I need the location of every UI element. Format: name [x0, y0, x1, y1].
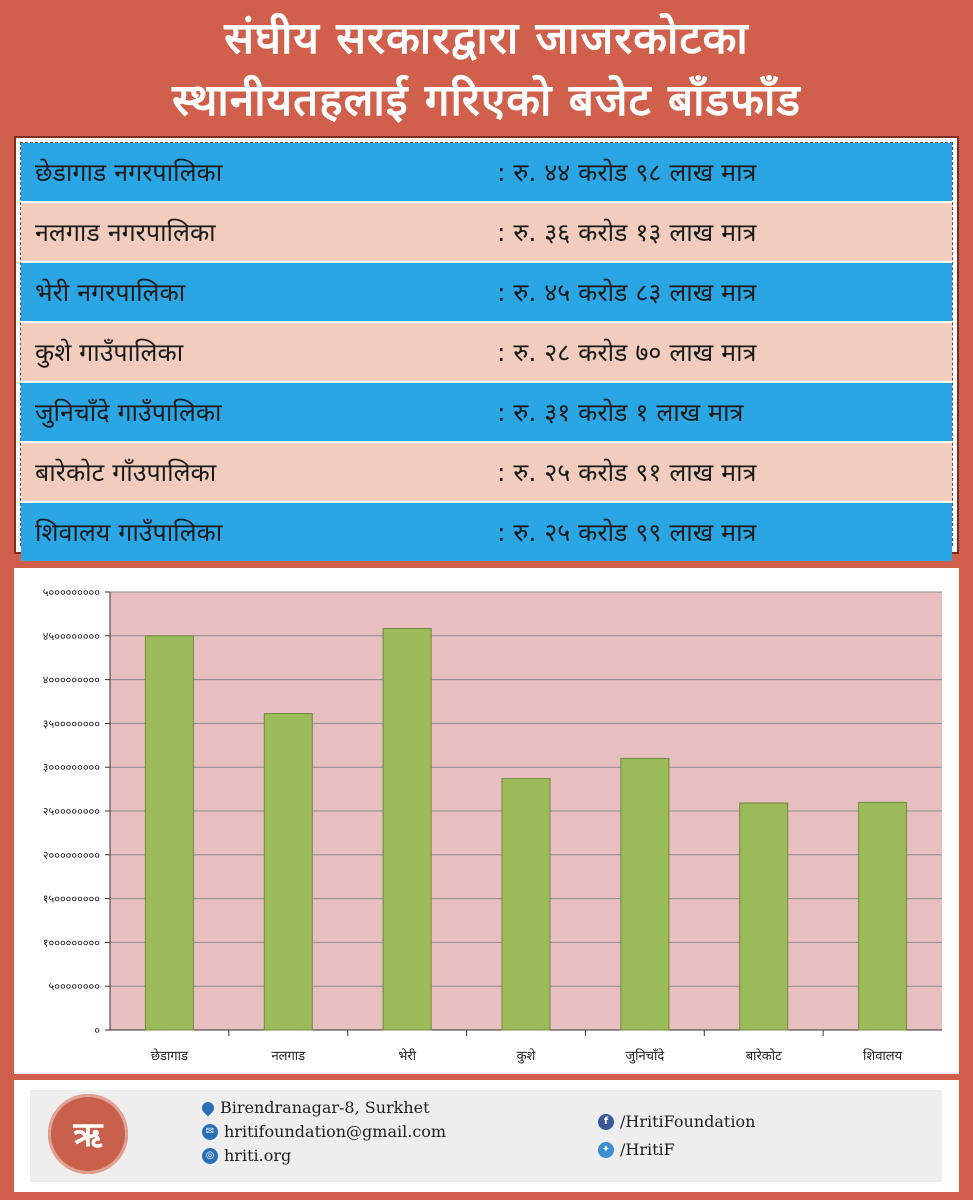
bar: [264, 714, 312, 1030]
municipality-name: शिवालय गाउँपालिका: [35, 518, 223, 547]
location-pin-icon: [200, 1099, 217, 1116]
twitter-icon: ✦: [598, 1142, 614, 1158]
y-tick-label: १५००००००००: [42, 892, 100, 906]
x-tick-label: बारेकोट: [745, 1049, 782, 1064]
budget-amount: : रु. ४४ करोड ९८ लाख मात्र: [497, 158, 757, 187]
municipality-name: कुशे गाउँपालिका: [35, 338, 184, 367]
y-tick-label: ४०००००००००: [42, 673, 100, 687]
budget-amount: : रु. ३६ करोड १३ लाख मात्र: [497, 218, 757, 247]
budget-bar-chart: [14, 568, 959, 1074]
municipality-name: जुनिचाँदे गाउँपालिका: [35, 398, 222, 427]
website-item[interactable]: [202, 1146, 291, 1165]
bar: [383, 629, 431, 1030]
bar: [502, 779, 550, 1030]
table-row: [21, 323, 952, 381]
table-row: [21, 503, 952, 561]
y-tick-label: २५००००००००: [42, 805, 100, 818]
x-tick-label: जुनिचाँदे: [625, 1049, 665, 1064]
table-row: [21, 443, 952, 501]
footer: [14, 1080, 959, 1192]
page-title: [0, 8, 973, 132]
budget-amount: : रु. ४५ करोड ८३ लाख मात्र: [497, 278, 757, 307]
bar: [740, 803, 788, 1030]
budget-amount: : रु. २८ करोड ७० लाख मात्र: [497, 338, 757, 367]
website-text[interactable]: hriti.org: [224, 1146, 292, 1165]
twitter-item[interactable]: [598, 1140, 675, 1159]
facebook-text[interactable]: /HritiFoundation: [620, 1112, 756, 1131]
title-line-1: संघीय सरकारद्वारा जाजरकोटका: [224, 13, 749, 64]
x-tick-label: भेरी: [398, 1049, 417, 1064]
address-item: [202, 1098, 430, 1117]
municipality-name: भेरी नगरपालिका: [35, 278, 186, 307]
x-tick-label: नलगाड: [271, 1049, 306, 1064]
chart-svg: [14, 568, 959, 1074]
address-text: Birendranagar-8, Surkhet: [220, 1098, 430, 1117]
budget-amount: : रु. २५ करोड ९९ लाख मात्र: [497, 518, 757, 547]
logo-glyph: ऋ: [73, 1115, 103, 1155]
budget-table: [14, 136, 959, 554]
y-tick-label: ३०००००००००: [42, 761, 100, 775]
footer-panel: [30, 1090, 942, 1182]
facebook-icon: f: [598, 1114, 614, 1130]
y-tick-label: ४५००००००००: [42, 629, 100, 643]
bar: [621, 758, 669, 1030]
x-tick-label: छेडागाड: [150, 1049, 188, 1064]
x-tick-label: कुशे: [516, 1049, 536, 1064]
table-row: [21, 383, 952, 441]
x-tick-label: शिवालय: [862, 1049, 903, 1064]
email-item[interactable]: [202, 1122, 446, 1141]
twitter-text[interactable]: /HritiF: [620, 1140, 675, 1159]
bar: [859, 802, 907, 1030]
budget-amount: : रु. २५ करोड ९१ लाख मात्र: [497, 458, 757, 487]
y-tick-label: ५०००००००००: [42, 586, 100, 599]
y-tick-label: ०: [94, 1024, 100, 1037]
table-row: [21, 263, 952, 321]
municipality-name: बारेकोट गाँउपालिका: [35, 458, 217, 487]
table-row: [21, 203, 952, 261]
budget-table-body: [20, 142, 953, 546]
budget-amount: : रु. ३१ करोड १ लाख मात्र: [497, 398, 744, 427]
facebook-item[interactable]: [598, 1112, 755, 1131]
title-line-2: स्थानीयतहलाई गरिएको बजेट बाँडफाँड: [172, 75, 801, 126]
y-tick-label: ३५००००००००: [42, 717, 100, 731]
y-tick-label: १०००००००००: [42, 936, 100, 950]
email-text[interactable]: hritifoundation@gmail.com: [224, 1122, 447, 1141]
hriti-logo: [48, 1094, 128, 1174]
table-row: [21, 143, 952, 201]
municipality-name: छेडागाड नगरपालिका: [35, 158, 223, 187]
globe-icon: ◎: [202, 1148, 218, 1164]
bar: [145, 636, 193, 1030]
email-icon: ✉: [202, 1124, 218, 1140]
y-tick-label: २०००००००००: [42, 848, 100, 862]
y-tick-label: ५००००००००: [48, 980, 100, 994]
municipality-name: नलगाड नगरपालिका: [35, 218, 216, 247]
